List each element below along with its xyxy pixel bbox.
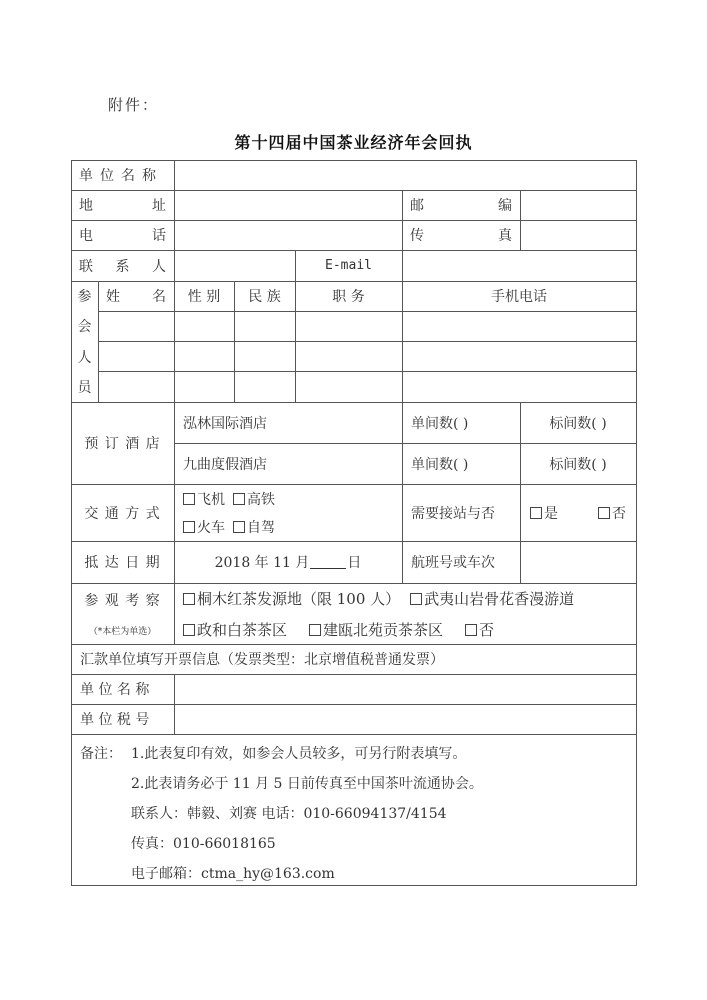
transport-row [174, 484, 402, 514]
option-label: 政和白茶茶区 [197, 620, 288, 639]
attendee-gender-field[interactable] [175, 312, 234, 341]
attendee-name-field[interactable] [99, 372, 174, 402]
contact-field[interactable] [175, 251, 294, 281]
row-divider [71, 734, 636, 735]
postcode-label-char: 邮 [410, 198, 424, 214]
visit-label: 参 观 考 察 [84, 593, 161, 609]
hotel-twin-rooms[interactable]: 标间数( ) [549, 415, 607, 432]
contact-label-char: 系 [115, 258, 130, 275]
visit-option[interactable] [465, 619, 494, 640]
hotel-single-rooms[interactable]: 单间数( ) [411, 415, 469, 432]
visit-sub-label: （*本栏为单选） [88, 627, 157, 637]
border-bottom [71, 885, 636, 886]
attendee-position-field[interactable] [296, 312, 402, 341]
attendee-name-field[interactable] [99, 312, 174, 341]
phone-label-char: 电 [79, 228, 93, 244]
checkbox-icon[interactable] [530, 507, 542, 519]
hotel-label: 预 订 酒 店 [84, 436, 161, 452]
hotel-option-name: 九曲度假酒店 [183, 456, 267, 473]
option-label: 自驾 [247, 519, 275, 536]
hotel-option-name: 泓林国际酒店 [183, 415, 267, 432]
col-header-name [98, 281, 174, 311]
attendee-ethnicity-field[interactable] [235, 342, 295, 371]
arrival-date-field[interactable] [174, 541, 402, 583]
note-fax: 传真：010-66018165 [131, 836, 276, 852]
attendee-ethnicity-field[interactable] [235, 372, 295, 402]
invoice-tax-field[interactable] [175, 705, 635, 734]
checkbox-icon[interactable] [309, 624, 321, 636]
option-label: 火车 [197, 519, 225, 536]
contact-label-char: 联 [79, 258, 93, 275]
transport-option-drive[interactable] [233, 517, 275, 537]
checkbox-icon[interactable] [233, 493, 245, 505]
option-label: 武夷山岩骨花香漫游道 [424, 590, 575, 608]
contact-label [71, 250, 174, 281]
note-email: 电子邮箱：ctma_hy@163.com [131, 866, 335, 882]
option-label: 否 [612, 505, 626, 522]
side-label-char: 人 [77, 349, 92, 366]
flight-field[interactable] [521, 542, 635, 583]
postcode-label [402, 190, 520, 220]
arrival-label: 抵 达 日 期 [84, 555, 161, 571]
hotel-single-rooms[interactable]: 单间数( ) [411, 456, 469, 473]
visit-option[interactable] [183, 619, 287, 640]
fax-field[interactable] [521, 221, 635, 250]
email-field[interactable] [403, 251, 635, 281]
checkbox-icon[interactable] [183, 624, 195, 636]
day-blank[interactable] [310, 556, 346, 569]
visit-option[interactable] [309, 619, 443, 640]
attendees-side-label [71, 281, 98, 402]
registration-form [71, 160, 636, 885]
checkbox-icon[interactable] [233, 521, 245, 533]
col-header-mobile: 手机电话 [491, 289, 547, 305]
side-label-char: 参 [77, 289, 92, 306]
option-label: 高铁 [247, 492, 275, 508]
address-label-char: 址 [152, 198, 166, 214]
transport-row [174, 512, 402, 541]
fax-label-char: 传 [410, 228, 424, 244]
checkbox-icon[interactable] [183, 593, 195, 605]
invoice-name-label: 单 位 名 称 [80, 682, 150, 698]
phone-field[interactable] [175, 221, 401, 250]
address-label-char: 地 [79, 198, 93, 214]
fax-label [402, 220, 520, 250]
visit-row [174, 614, 636, 644]
checkbox-icon[interactable] [465, 624, 477, 636]
hotel-twin-rooms[interactable]: 标间数( ) [549, 456, 607, 473]
arrival-date-prefix: 2018 年 11 月 [214, 555, 310, 571]
attendee-position-field[interactable] [296, 342, 402, 371]
phone-label-char: 话 [152, 228, 166, 244]
postcode-field[interactable] [521, 191, 635, 220]
visit-label-cell [71, 583, 174, 644]
col-header-position: 职 务 [332, 289, 365, 305]
pickup-option-no[interactable] [598, 503, 626, 523]
note-line: 2.此表请务必于 11 月 5 日前传真至中国茶叶流通协会。 [131, 776, 483, 792]
attendee-name-field[interactable] [99, 342, 174, 371]
pickup-options [520, 484, 636, 541]
attachment-label: 附件： [108, 96, 160, 114]
checkbox-icon[interactable] [598, 507, 610, 519]
visit-option[interactable] [410, 588, 574, 609]
org-name-field[interactable] [175, 161, 635, 190]
side-label-char: 会 [77, 319, 92, 336]
contact-label-char: 人 [152, 258, 166, 275]
org-name-label [71, 160, 174, 190]
transport-option-plane[interactable] [183, 489, 225, 509]
attendee-mobile-field[interactable] [403, 342, 635, 371]
checkbox-icon[interactable] [183, 521, 195, 533]
note-contact: 联系人：韩毅、刘赛 电话：010-66094137/4154 [131, 806, 447, 822]
side-label-char: 员 [77, 379, 92, 396]
visit-row [174, 583, 636, 614]
arrival-date-suffix: 日 [347, 555, 362, 571]
org-name-text: 单位名称 [79, 168, 163, 184]
notes-prefix: 备注： [80, 746, 122, 762]
flight-label: 航班号或车次 [411, 555, 495, 571]
note-line: 1.此表复印有效，如参会人员较多，可另行附表填写。 [131, 746, 467, 762]
attendee-gender-field[interactable] [175, 342, 234, 371]
fax-label-char: 真 [498, 228, 512, 244]
attendee-mobile-field[interactable] [403, 372, 635, 402]
invoice-tax-label: 单 位 税 号 [80, 712, 150, 728]
attendee-ethnicity-field[interactable] [235, 312, 295, 341]
option-label: 是 [544, 505, 558, 522]
visit-option[interactable] [183, 588, 400, 609]
option-label: 否 [479, 620, 495, 639]
transport-option-rail[interactable] [233, 489, 275, 509]
form-title: 第十四届中国茶业经济年会回执 [234, 133, 473, 152]
phone-label [71, 220, 174, 250]
col-header-ethnicity: 民 族 [248, 289, 281, 305]
attendee-position-field[interactable] [296, 372, 402, 402]
checkbox-icon[interactable] [183, 493, 195, 505]
border-right [636, 160, 637, 886]
pickup-label: 需要接站与否 [411, 505, 495, 522]
postcode-label-char: 编 [498, 198, 512, 214]
transport-label: 交 通 方 式 [84, 505, 161, 522]
invoice-header: 汇款单位填写开票信息（发票类型：北京增值税普通发票） [80, 652, 444, 668]
address-field[interactable] [175, 191, 401, 220]
col-name-char: 姓 [106, 289, 120, 305]
col-header-gender: 性 别 [187, 289, 221, 305]
transport-option-train[interactable] [183, 517, 225, 537]
invoice-name-field[interactable] [175, 675, 635, 704]
address-label [71, 190, 174, 220]
option-label: 飞机 [197, 492, 225, 508]
pickup-option-yes[interactable] [530, 503, 558, 523]
option-label: 建瓯北苑贡茶茶区 [323, 620, 444, 639]
col-name-char: 名 [152, 289, 166, 305]
attendee-mobile-field[interactable] [403, 312, 635, 341]
email-label: E-mail [325, 258, 372, 273]
attendee-gender-field[interactable] [175, 372, 234, 402]
option-label: 桐木红茶发源地（限 100 人） [197, 590, 401, 608]
checkbox-icon[interactable] [410, 593, 422, 605]
